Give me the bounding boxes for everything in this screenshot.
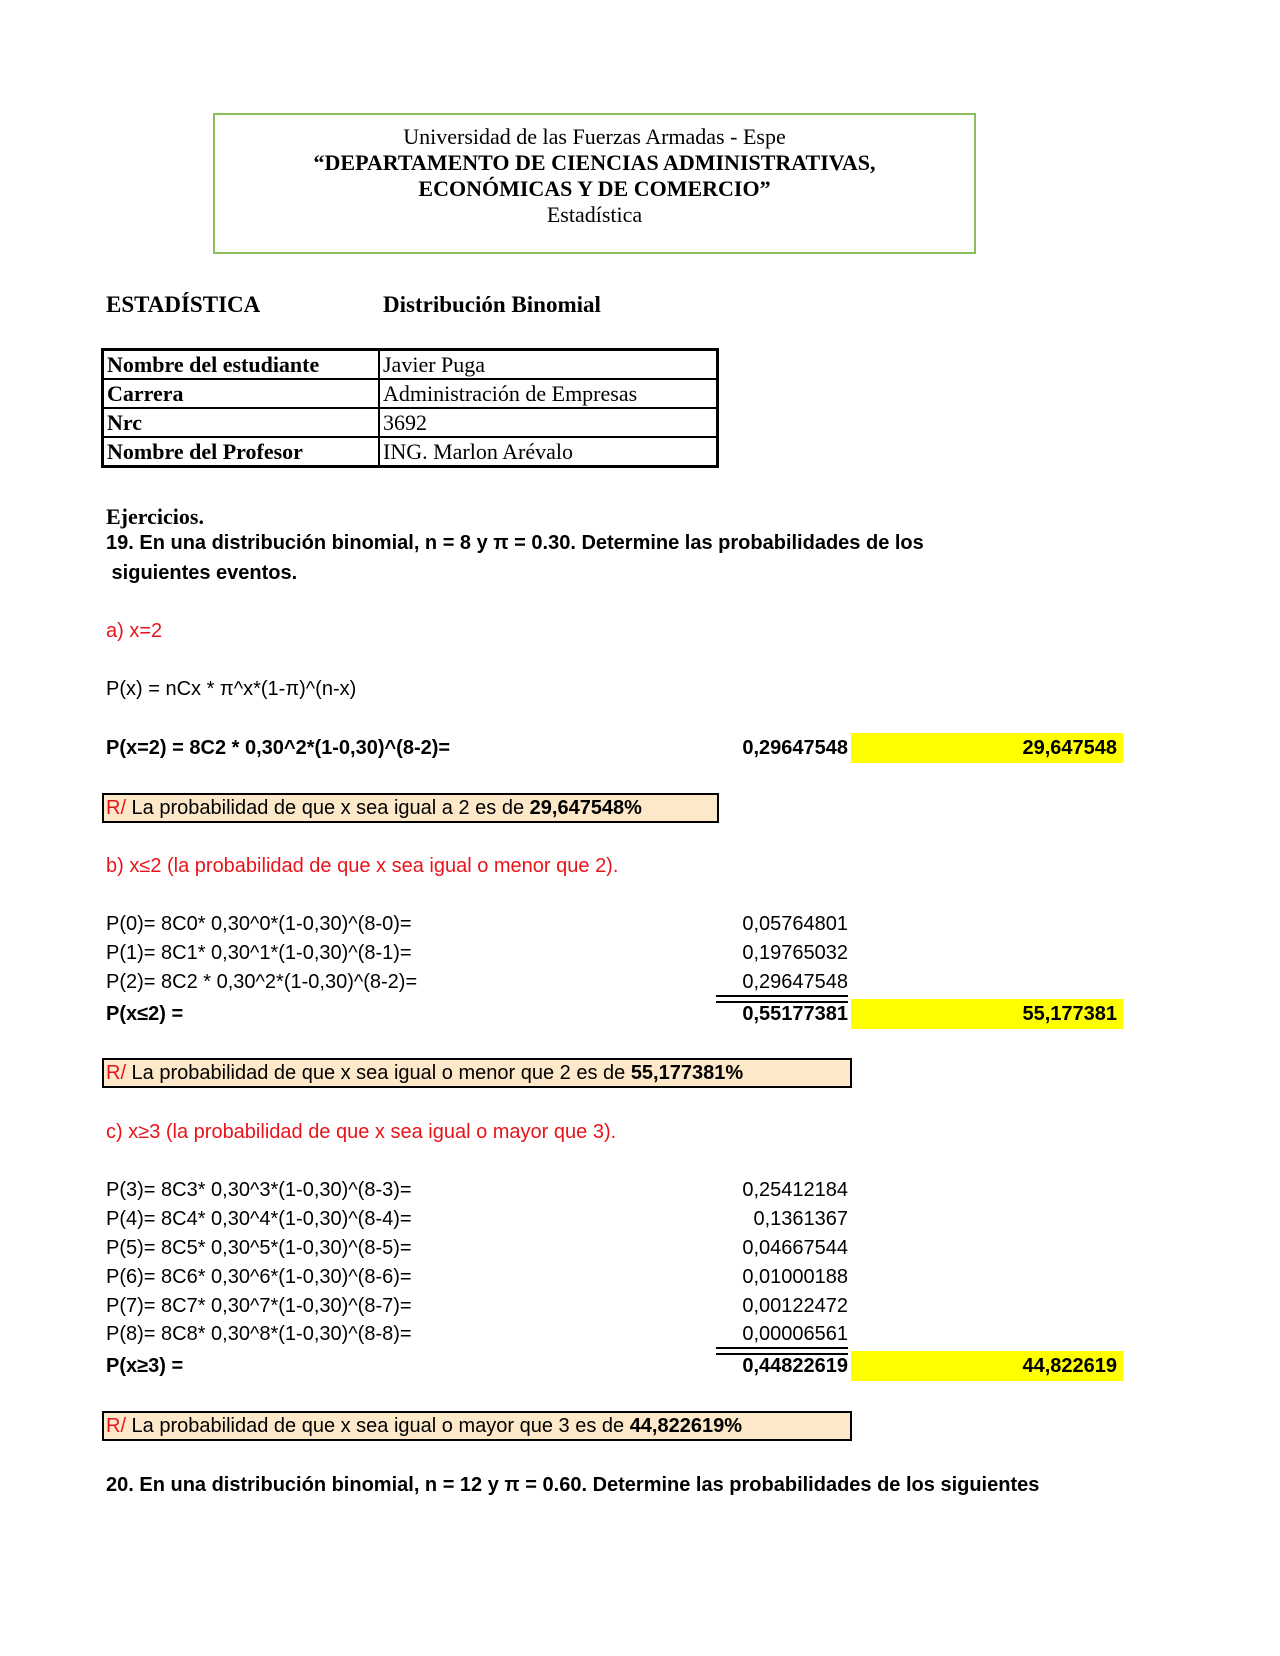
part-b-row-value: 0,29647548	[742, 971, 848, 993]
part-b-answer-box	[102, 1058, 852, 1088]
part-b-row-label: P(0)= 8C0* 0,30^0*(1-0,30)^(8-0)=	[106, 913, 412, 935]
part-c-total-value: 0,44822619	[742, 1355, 848, 1377]
part-c-row-value: 0,04667544	[742, 1237, 848, 1259]
part-c-row-label: P(4)= 8C4* 0,30^4*(1-0,30)^(8-4)=	[106, 1208, 412, 1230]
department-line1: “DEPARTAMENTO DE CIENCIAS ADMINISTRATIVAS,	[313, 150, 876, 175]
section-subject: ESTADÍSTICA	[106, 292, 261, 317]
table-row	[103, 350, 718, 380]
part-b-total-label: P(x≤2) =	[106, 1003, 184, 1025]
part-b-title: b) x≤2 (la probabilidad de que x sea igual o menor que 2).	[106, 855, 619, 877]
part-b-row-value: 0,05764801	[742, 913, 848, 935]
table-row	[103, 379, 718, 408]
part-c-row-value: 0,00006561	[742, 1323, 848, 1345]
part-a-calc-label: P(x=2) = 8C2 * 0,30^2*(1-0,30)^(8-2)=	[106, 737, 451, 759]
part-c-row-label: P(7)= 8C7* 0,30^7*(1-0,30)^(8-7)=	[106, 1295, 412, 1317]
problem20-line1: 20. En una distribución binomial, n = 12 y π = 0.60. Determine las probabilidades de los siguientes	[106, 1474, 1040, 1496]
part-c-row-label: P(8)= 8C8* 0,30^8*(1-0,30)^(8-8)=	[106, 1323, 412, 1345]
part-b-row-label: P(2)= 8C2 * 0,30^2*(1-0,30)^(8-2)=	[106, 971, 418, 993]
problem19-line2: siguientes eventos.	[106, 562, 298, 584]
answer-value: 44,822619%	[629, 1415, 743, 1437]
answer-value: 55,177381%	[630, 1062, 744, 1084]
binomial-formula: P(x) = nCx * π^x*(1-π)^(n-x)	[106, 678, 357, 700]
part-c-row-label: P(3)= 8C3* 0,30^3*(1-0,30)^(8-3)=	[106, 1179, 412, 1201]
part-b-row-value: 0,19765032	[742, 942, 848, 964]
info-label: Nombre del Profesor	[103, 437, 380, 467]
part-a-answer-box	[102, 793, 719, 823]
part-c-row-value: 0,00122472	[742, 1295, 848, 1317]
answer-text: La probabilidad de que x sea igual o menor que 2 es de	[126, 1062, 631, 1084]
part-a-title: a) x=2	[106, 620, 163, 642]
header-box	[213, 113, 976, 254]
problem19-line1: 19. En una distribución binomial, n = 8 y π = 0.30. Determine las probabilidades de los	[106, 532, 924, 554]
info-value: 3692	[379, 408, 718, 437]
university-name: Universidad de las Fuerzas Armadas - Espe	[403, 124, 786, 149]
answer-prefix: R/	[106, 1415, 126, 1437]
answer-prefix: R/	[106, 1062, 126, 1084]
part-b-percent: 55,177381	[851, 999, 1123, 1029]
info-label: Carrera	[103, 379, 380, 408]
sum-double-underline	[716, 995, 848, 1003]
answer-prefix: R/	[106, 797, 126, 819]
table-row	[103, 437, 718, 467]
sum-double-underline	[716, 1347, 848, 1355]
part-c-answer-box	[102, 1411, 852, 1441]
part-c-row-value: 0,25412184	[742, 1179, 848, 1201]
part-b-total-value: 0,55177381	[742, 1003, 848, 1025]
answer-value: 29,647548%	[529, 797, 642, 819]
answer-text: La probabilidad de que x sea igual a 2 es de	[126, 797, 530, 819]
student-info-table	[101, 348, 719, 468]
part-c-title: c) x≥3 (la probabilidad de que x sea igual o mayor que 3).	[106, 1121, 617, 1143]
section-topic: Distribución Binomial	[383, 292, 601, 317]
part-a-calc-value: 0,29647548	[742, 737, 848, 759]
info-value: ING. Marlon Arévalo	[379, 437, 718, 467]
part-c-row-value: 0,01000188	[742, 1266, 848, 1288]
part-a-percent: 29,647548	[851, 733, 1123, 763]
part-c-row-label: P(6)= 8C6* 0,30^6*(1-0,30)^(8-6)=	[106, 1266, 412, 1288]
part-b-row-label: P(1)= 8C1* 0,30^1*(1-0,30)^(8-1)=	[106, 942, 412, 964]
table-row	[103, 408, 718, 437]
info-value: Administración de Empresas	[379, 379, 718, 408]
part-c-percent: 44,822619	[851, 1351, 1123, 1381]
part-c-row-value: 0,1361367	[753, 1208, 848, 1230]
info-value: Javier Puga	[379, 350, 718, 380]
subject-name: Estadística	[546, 202, 643, 227]
department-line2: ECONÓMICAS Y DE COMERCIO”	[418, 176, 771, 201]
info-label: Nombre del estudiante	[103, 350, 380, 380]
exercises-title: Ejercicios.	[106, 504, 204, 529]
part-c-total-label: P(x≥3) =	[106, 1355, 184, 1377]
answer-text: La probabilidad de que x sea igual o mayor que 3 es de	[126, 1415, 630, 1437]
info-label: Nrc	[103, 408, 380, 437]
part-c-row-label: P(5)= 8C5* 0,30^5*(1-0,30)^(8-5)=	[106, 1237, 412, 1259]
